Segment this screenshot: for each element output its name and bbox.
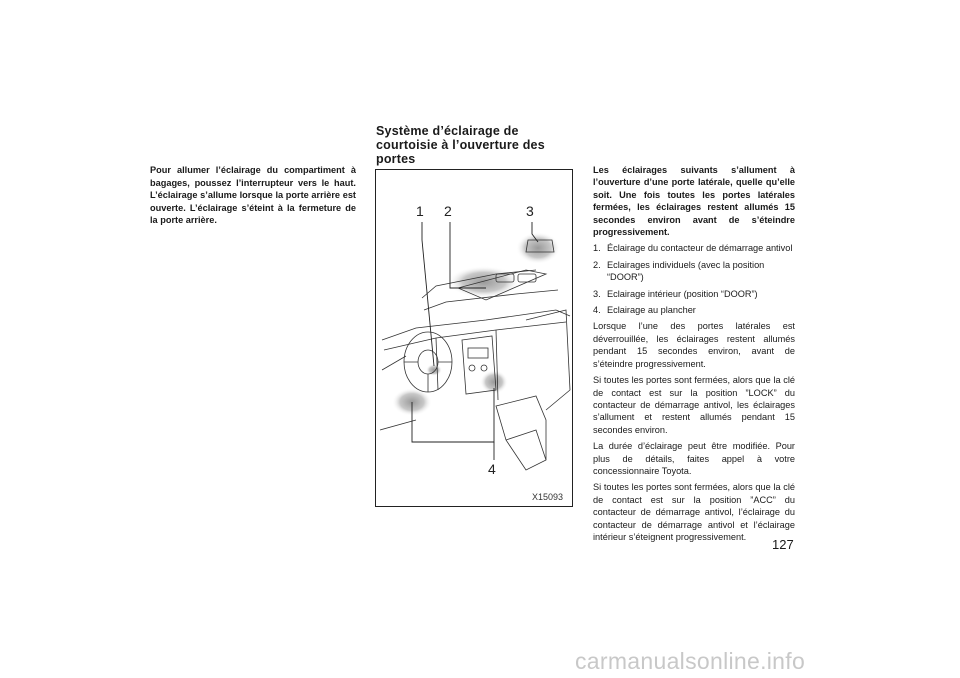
callout-2: 2 [444,203,452,219]
list-item-number: 1. [593,243,601,254]
list-item [593,259,795,284]
figure-code: X15093 [532,492,564,502]
list-item-text: Éclairage du contacteur de démarrage antivol [607,243,793,254]
site-watermark: carmanualsonline.info [575,648,806,674]
body-paragraph: Lorsque l’une des portes latérales est déverrouillée, les éclairages restent allumés pendant 15 secondes environ, avant de s’éteindre progressivement. [593,321,795,369]
car-interior-drawing [376,170,572,506]
callout-4: 4 [488,461,496,477]
body-paragraph: La durée d’éclairage peut être modifiée. Pour plus de détails, faites appel à votre concessionnaire Toyota. [593,441,795,476]
light-list [593,242,795,316]
list-item [593,304,795,316]
list-item [593,288,795,300]
callout-1: 1 [416,203,424,219]
list-item-number: 2. [593,259,601,270]
body-paragraph: Si toutes les portes sont fermées, alors que la clé de contact est sur la position ”ACC” du contacteur de démarrage antivol, l’éclairage du contacteur de démarrage antivol et l’éclairage intérieur s’éteignent progressivement. [593,482,795,542]
body-paragraph: Si toutes les portes sont fermées, alors que la clé de contact est sur la position ”LOCK” du contacteur de démarrage antivol, les éclairages s’allument et restent allumés pendant 15 secondes environ. [593,375,795,435]
list-item [593,242,795,254]
list-item-number: 3. [593,288,601,299]
lighting-description [593,164,795,547]
trunk-light-text: Pour allumer l’éclairage du compartiment à bagages, poussez l’interrupteur vers le haut. L’éclairage s’allume lorsque la porte arrière est ouverte. L’éclairage s’éteint à la fermeture de la porte arrière. [150,165,356,226]
trunk-light-instructions [150,164,356,227]
list-item-text: Eclairages individuels (avec la position “DOOR”) [607,259,765,283]
list-item-text: Eclairage intérieur (position “DOOR”) [607,288,758,299]
list-item-text: Eclairage au plancher [607,305,696,316]
interior-lighting-illustration [375,169,573,507]
page-number: 127 [772,537,794,552]
callout-3: 3 [526,203,534,219]
intro-paragraph: Les éclairages suivants s’allument à l’ouverture d’une porte latérale, quelle qu’elle soit. Une fois toutes les portes latérales fermées, les éclairages restent allumés 15 secondes environ avant de s’éteindre progressivement. [593,165,795,238]
list-item-number: 4. [593,305,601,316]
section-title: Système d’éclairage de courtoisie à l’ouverture des portes [376,124,545,166]
